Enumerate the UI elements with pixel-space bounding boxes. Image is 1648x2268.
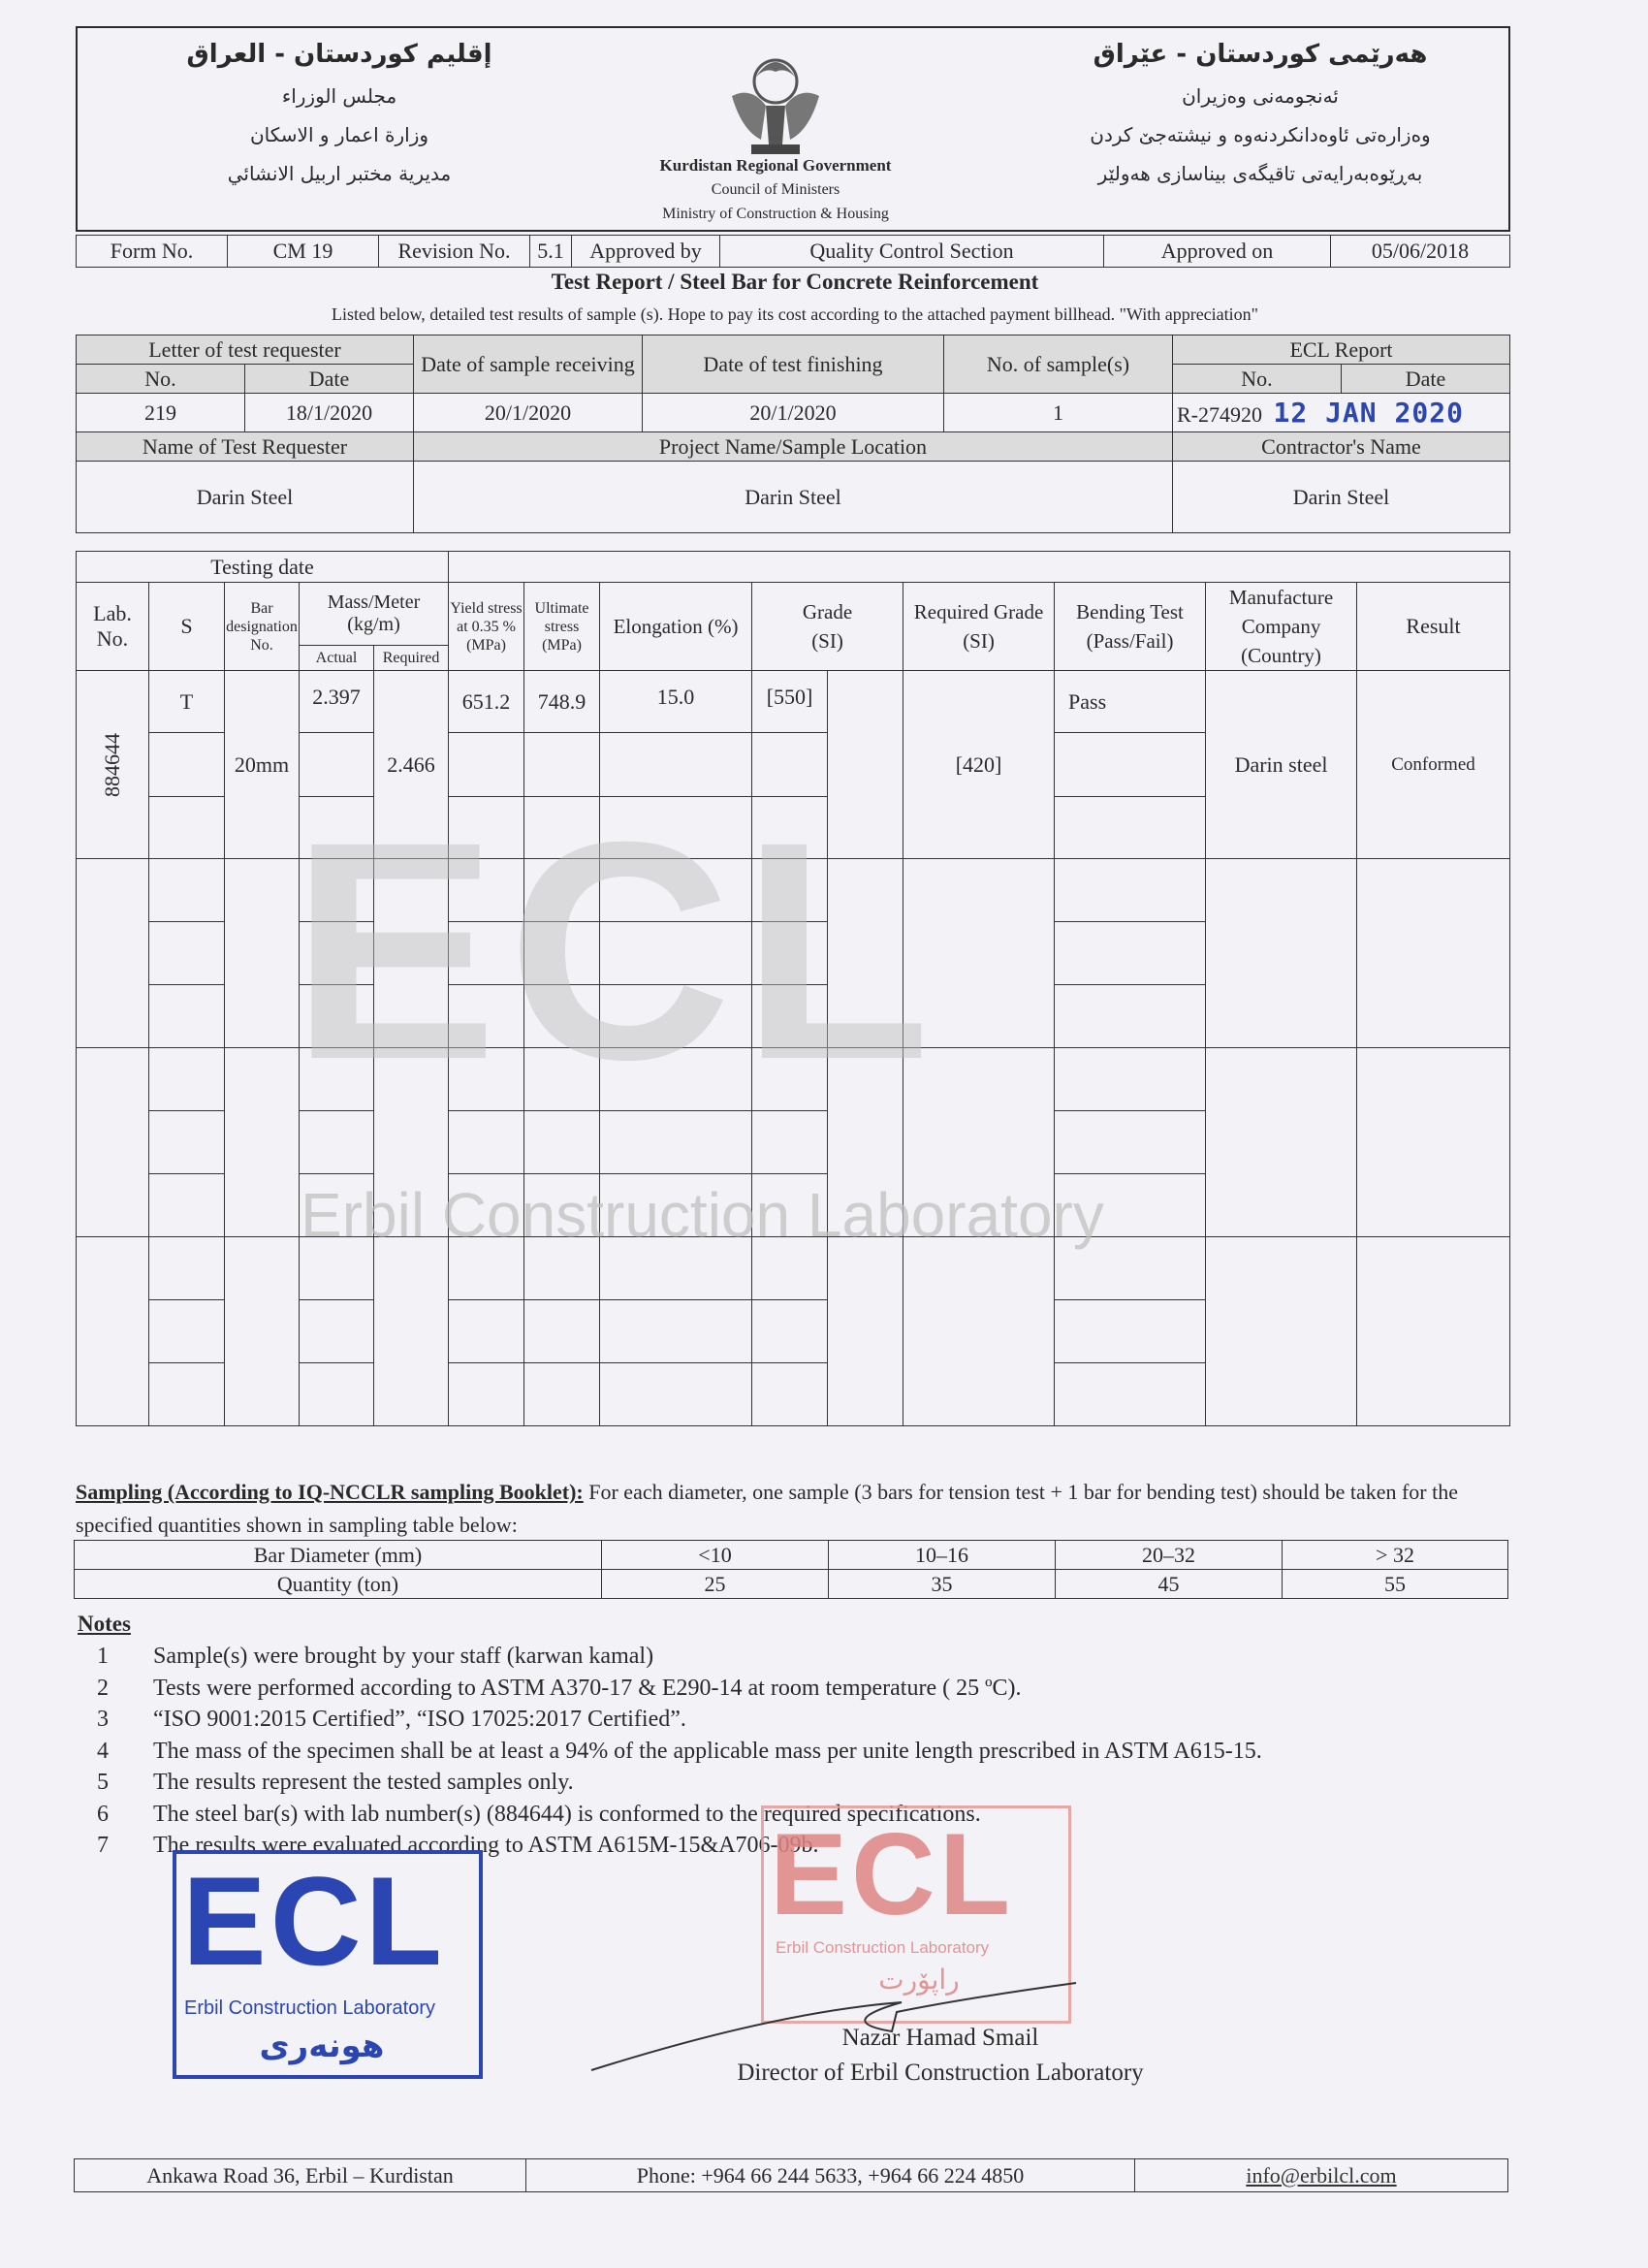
- ultimate-header: Ultimate stress (MPa): [524, 583, 600, 671]
- requester-name-label: Name of Test Requester: [77, 432, 414, 462]
- arabic-ministry: وزارة اعمار و الاسكان: [249, 123, 429, 146]
- quantity-1: 35: [829, 1570, 1056, 1599]
- mass-meter-header: Mass/Meter (kg/m): [300, 583, 449, 646]
- sampling-text: For each diameter, one sample (3 bars for tension test + 1 bar for bending test) should be taken for the specified quantities shown in sampling table below:: [76, 1480, 1459, 1537]
- note-item: 1 Sample(s) were brought by your staff (karwan kamal): [97, 1644, 654, 1669]
- arabic-council: مجلس الوزراء: [281, 84, 397, 108]
- bar-designation-header: Bar designation No.: [225, 583, 300, 671]
- blue-stamp-text: Erbil Construction Laboratory: [184, 1997, 436, 2019]
- note-item: 2 Tests were performed according to ASTM A370-17 & E290-14 at room temperature ( 25 ºC).: [97, 1675, 1022, 1701]
- form-no-value: CM 19: [228, 236, 379, 268]
- ecl-no-value: R-274920: [1177, 402, 1262, 427]
- red-stamp-text: Erbil Construction Laboratory: [776, 1938, 990, 1957]
- lab-no-value: 884644: [100, 732, 124, 797]
- bending-header: Bending Test (Pass/Fail): [1055, 583, 1206, 671]
- grade-header: Grade (SI): [752, 583, 903, 671]
- notes-heading: Notes: [78, 1612, 131, 1636]
- kurdish-region: هەرێمی کوردستان - عێراق: [1093, 40, 1428, 69]
- manufacture-header: Manufacture Company (Country): [1206, 583, 1357, 671]
- red-stamp-logo: ECL: [770, 1809, 1014, 1939]
- red-stamp-kurdish: راپۆرت: [878, 1964, 960, 1996]
- grade-value: [550]: [752, 671, 828, 733]
- approved-by-label: Approved by: [572, 236, 720, 268]
- kurdish-council: ئەنجومەنی وەزیران: [1182, 84, 1339, 108]
- report-title: Test Report / Steel Bar for Concrete Reinforcement: [551, 270, 1039, 294]
- required-grade-header: Required Grade (SI): [903, 583, 1055, 671]
- letter-date-value: 18/1/2020: [245, 394, 414, 432]
- footer-email[interactable]: [1135, 2159, 1508, 2192]
- required-header: Required: [374, 645, 449, 670]
- kurdish-directorate: بەڕێوەبەرایەتی تاقیگەی بیناسازی هەولێر: [1097, 162, 1423, 185]
- required-value: 2.466: [374, 671, 449, 859]
- revision-value: 5.1: [530, 236, 572, 268]
- result-value: Conformed: [1357, 671, 1510, 859]
- lab-no-header: Lab. No.: [77, 583, 149, 671]
- sample-receiving-label: Date of sample receiving: [414, 335, 643, 394]
- sampling-paragraph: [76, 1476, 1510, 1542]
- diameter-3: > 32: [1283, 1541, 1508, 1570]
- actual-value: 2.397: [300, 671, 374, 733]
- diameter-0: <10: [602, 1541, 829, 1570]
- note-item: 6 The steel bar(s) with lab number(s) (884644) is conformed to the required specifications.: [97, 1801, 981, 1827]
- note-item: 3 “ISO 9001:2015 Certified”, “ISO 17025:2017 Certified”.: [97, 1707, 686, 1732]
- footer-bar: [74, 2158, 1508, 2192]
- manufacture-value: Darin steel: [1206, 671, 1357, 859]
- diameter-1: 10–16: [829, 1541, 1056, 1570]
- signatory-title: Director of Erbil Construction Laboratory: [737, 2060, 1144, 2086]
- watermark-logo: ECL: [291, 777, 940, 1124]
- arabic-region: إقليم كوردستان - العراق: [186, 40, 492, 69]
- result-header: Result: [1357, 583, 1510, 671]
- arabic-directorate: مديرية مختبر اربيل الانشائي: [227, 162, 452, 185]
- approved-on-label: Approved on: [1104, 236, 1331, 268]
- date-stamp: 12 JAN 2020: [1273, 397, 1464, 429]
- contractor-value: Darin Steel: [1173, 462, 1510, 533]
- contractor-label: Contractor's Name: [1173, 432, 1510, 462]
- footer-address: Ankawa Road 36, Erbil – Kurdistan: [75, 2159, 526, 2192]
- krg-emblem-icon: [713, 38, 839, 164]
- ecl-report-cell: [1173, 394, 1510, 432]
- num-samples-value: 1: [944, 394, 1173, 432]
- required-grade-value: [420]: [903, 671, 1055, 859]
- report-intro: Listed below, detailed test results of sample (s). Hope to pay its cost according to the attached payment billhead. "With appreciation": [331, 304, 1259, 324]
- note-item: 4 The mass of the specimen shall be at least a 94% of the applicable mass per unite length prescribed in ASTM A615-15.: [97, 1738, 1262, 1764]
- ecl-report-label: ECL Report: [1173, 335, 1510, 365]
- quantity-2: 45: [1056, 1570, 1283, 1599]
- bending-value: Pass: [1055, 671, 1206, 733]
- yield-header: Yield stress at 0.35 % (MPa): [449, 583, 524, 671]
- project-label: Project Name/Sample Location: [414, 432, 1173, 462]
- s-value: T: [149, 671, 225, 733]
- test-finishing-label: Date of test finishing: [643, 335, 944, 394]
- ultimate-value: 748.9: [524, 671, 600, 733]
- ecl-date-label: Date: [1342, 365, 1510, 394]
- blue-stamp-logo: ECL: [182, 1850, 446, 1992]
- diameter-label: Bar Diameter (mm): [75, 1541, 602, 1570]
- request-table: [76, 335, 1510, 533]
- note-item: 7 The results were evaluated according to ASTM A615M-15&A706-09b.: [97, 1833, 819, 1858]
- revision-label: Revision No.: [379, 236, 530, 268]
- bar-value: 20mm: [225, 671, 300, 859]
- num-samples-label: No. of sample(s): [944, 335, 1173, 394]
- approved-on-value: 05/06/2018: [1331, 236, 1510, 268]
- lab-no-cell: [77, 671, 149, 859]
- letter-date-label: Date: [245, 365, 414, 394]
- receiving-date-value: 20/1/2020: [414, 394, 643, 432]
- english-council: Council of Ministers: [711, 181, 840, 198]
- ecl-no-label: No.: [1173, 365, 1342, 394]
- form-info-bar: [76, 235, 1510, 268]
- yield-value: 651.2: [449, 671, 524, 733]
- elongation-value: 15.0: [600, 671, 752, 733]
- english-ministry: Ministry of Construction & Housing: [662, 206, 889, 222]
- signatory-name: Nazar Hamad Smail: [841, 2025, 1039, 2051]
- quantity-0: 25: [602, 1570, 829, 1599]
- letter-no-label: No.: [77, 365, 245, 394]
- sampling-heading: Sampling (According to IQ-NCCLR sampling Booklet):: [76, 1480, 584, 1504]
- blue-stamp: [173, 1850, 483, 2079]
- note-item: 5 The results represent the tested samples only.: [97, 1770, 574, 1795]
- quantity-3: 55: [1283, 1570, 1508, 1599]
- quantity-label: Quantity (ton): [75, 1570, 602, 1599]
- blue-stamp-kurdish: هونەری: [259, 2027, 385, 2065]
- sampling-table: [74, 1540, 1508, 1599]
- kurdish-ministry: وەزارەتی ئاوەدانکردنەوە و نیشتەجێ کردن: [1090, 123, 1431, 146]
- form-no-label: Form No.: [77, 236, 228, 268]
- testing-date-label: Testing date: [77, 552, 449, 583]
- footer-phone: Phone: +964 66 244 5633, +964 66 224 4850: [526, 2159, 1135, 2192]
- actual-header: Actual: [300, 645, 374, 670]
- letterhead: [76, 26, 1510, 232]
- s-header: S: [149, 583, 225, 671]
- requester-name-value: Darin Steel: [77, 462, 414, 533]
- project-value: Darin Steel: [414, 462, 1173, 533]
- letter-label: Letter of test requester: [77, 335, 414, 365]
- watermark-text: Erbil Construction Laboratory: [301, 1180, 1104, 1250]
- approved-by-value: Quality Control Section: [720, 236, 1104, 268]
- diameter-2: 20–32: [1056, 1541, 1283, 1570]
- finishing-date-value: 20/1/2020: [643, 394, 944, 432]
- letter-no-value: 219: [77, 394, 245, 432]
- elongation-header: Elongation (%): [600, 583, 752, 671]
- english-gov: Kurdistan Regional Government: [659, 156, 892, 175]
- email-link[interactable]: info@erbilcl.com: [1246, 2162, 1397, 2188]
